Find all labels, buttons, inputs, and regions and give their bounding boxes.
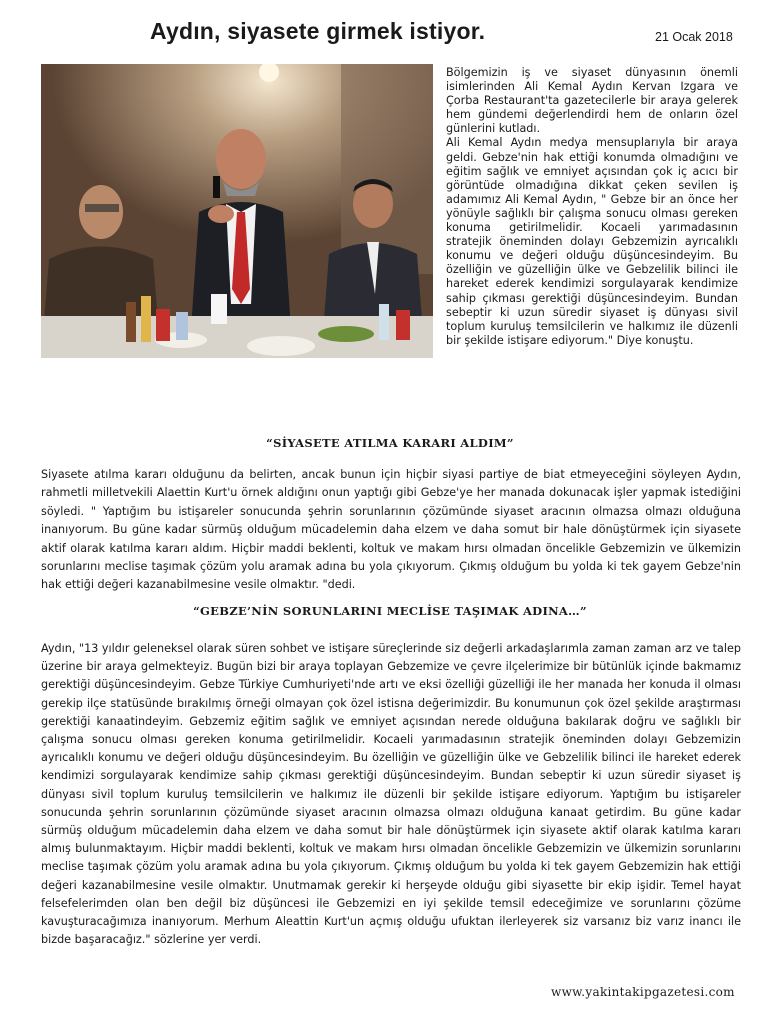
intro-column — [446, 66, 738, 348]
section-paragraph-1: Siyasete atılma kararı olduğunu da belirten, ancak bunun için hiçbir siyasi partiye de biat etmeyeceğini söyleyen Aydın, rahmetli milletvekili Alaettin Kurt'u örnek aldığını onun yaptığı gibi Gebze'ye her manada dokunacak işler yapmak istediğini söyledi. " Yaptığım bu istişareler sonucunda şehrin sorunlarının çözümünde siyaset aracının olmazsa olmazı olduğuna inanıyorum. Bu güne kadar sürmüş olduğum mücadelemin daha elzem ve daha somut bir hale dönüştürmek için siyasete aktif olarak katılma kararı aldım. Hiçbir maddi beklenti, koltuk ve makam hırsı olmadan öncelikle Gebzemizin ve ülkemizin sorunlarını meclise taşımak çözüm yolu aramak adına bu yola çıkıyorum. Çıkmış olduğum bu yolda ki tek gayem Gebze'nin hak ettiği değeri kazanabilmesine vesile olmaktır. "dedi. — [41, 468, 741, 592]
intro-paragraph-1: Bölgemizin iş ve siyaset dünyasının önemli isimlerinden Ali Kemal Aydın Kervan Izgara ve Çorba Restaurant'ta gazetecilerle bir araya gelerek hem gündemi değerlendirdi hem de onların özel günlerini kutladı. — [446, 66, 738, 136]
section-heading-1: “SİYASETE ATILMA KARARI ALDIM” — [266, 436, 514, 450]
footer-site-url[interactable]: www.yakintakipgazetesi.com — [551, 985, 735, 999]
article-title: Aydın, siyasete girmek istiyor. — [150, 18, 486, 44]
article-photo — [41, 64, 433, 358]
section-paragraph-2: Aydın, "13 yıldır geleneksel olarak süren sohbet ve istişare süreçlerinde siz değerli arkadaşlarımla zaman zaman arz ve talep üzerine bir araya gelmekteyiz. Bugün bizi bir araya toplayan Gebzemize ve çevre ilçelerimize bir bütünlük içinde bakmamız gerektiği düşüncesindeyim. Gebze Türkiye Cumhuriyeti'nde artı ve eksi özelliği güzelliği ile her manada her konuda il olması gerekip ilçe statüsünde bırakılmış örneği olmayan çok özel istisna değerimizdir. Bu konumunun çok özel şekilde araştırması gerektiği kanaatindeyim. Gebzemiz eğitim sağlık ve emniyet açısından nerede olduğuna bakılarak doğru ve sağlıklı bir çalışma sonucu olması gereken konuma getirilmelidir. Kocaeli yarımadasının stratejik öneminden dolayı Gebzemizin ayrıcalıklı konumu ve değeri olduğu düşüncesindeyim. Bu özelliğin ve güzelliğin ülke ve Gebzelilik bilinci ile hareket ederek kendimizi sorgulayarak kendimize sahip çıkması gerektiği düşüncesindeyim. Bundan sebeptir ki uzun süredir siyaset iş dünyası sivil toplum kuruluş temsilcilerin ve halkımız ile düzenli bir şekilde istişare ediyorum. Yaptığım bu istişareler sonucunda şehrin sorunlarının çözümünde siyaset aracının olmazsa olmazı olduğuna kanaat getirdim. Bu güne kadar sürmüş olduğum mücadelemin daha elzem ve daha somut bir hale dönüştürmek için siyasete aktif olarak katılma kararı almış bulunmaktayım. Hiçbir maddi beklenti, koltuk ve makam hırsı olmadan öncelikle Gebzemizin ve ülkemizin sorunlarını meclise taşımak çözüm yolu aramak adına bu yola çıkıyorum. Çıkmış olduğum bu yolda ki tek gayem Gebzemizin hak ettiği değeri kazanabilmesine vesile olmaktır. Unutmamak gerekir ki herşeyde olduğu gibi siyasette bir ekip işidir. Temel hayat felsefelerimden olan ben değil biz düşüncesi ile Gebzemizi en iyi şekilde temsil edeceğimize ve sorunlarını çözüme kavuşturacağımıza inanıyorum. Merhum Aleattin Kurt'un açmış olduğu ufuktan ilerleyerek siz varsanız biz varız inancı ile bizde başaracağız." sözlerine yer verdi. — [41, 642, 741, 947]
section-body-2 — [41, 640, 741, 949]
section-body-1 — [41, 466, 741, 595]
article-date: 21 Ocak 2018 — [655, 30, 733, 44]
section-heading-2: “GEBZE’NİN SORUNLARINI MECLİSE TAŞIMAK ADINA…” — [193, 604, 587, 618]
intro-paragraph-2: Ali Kemal Aydın medya mensuplarıyla bir araya geldi. Gebze'nin hak ettiği konumda olmadığını ve eğitim sağlık ve emniyet açısından çok iç acıcı bir görüntüde olmadığına dikkat çeken sevilen iş adamımız Ali Kemal Aydın, " Gebze bir an önce her yönüyle sağlıklı bir çalışma sonucu olması gereken konuma getirilmelidir. Kocaeli yarımadasının stratejik öneminden dolayı Gebzemizin ayrıcalıklı konumu ve değeri olduğu düşüncesindeyim. Bu özelliğin ve güzelliğin ülke ve Gebzelilik bilinci ile hareket ederek kendimizi sorgulayarak kendimize sahip çıkması gerektiği düşüncesindeyim. Bundan sebeptir ki uzun süredir siyaset iş dünyası sivil toplum kuruluş temsilcilerin ve halkımız ile düzenli bir şekilde istişare ediyorum." Diye konuştu. — [446, 136, 738, 347]
